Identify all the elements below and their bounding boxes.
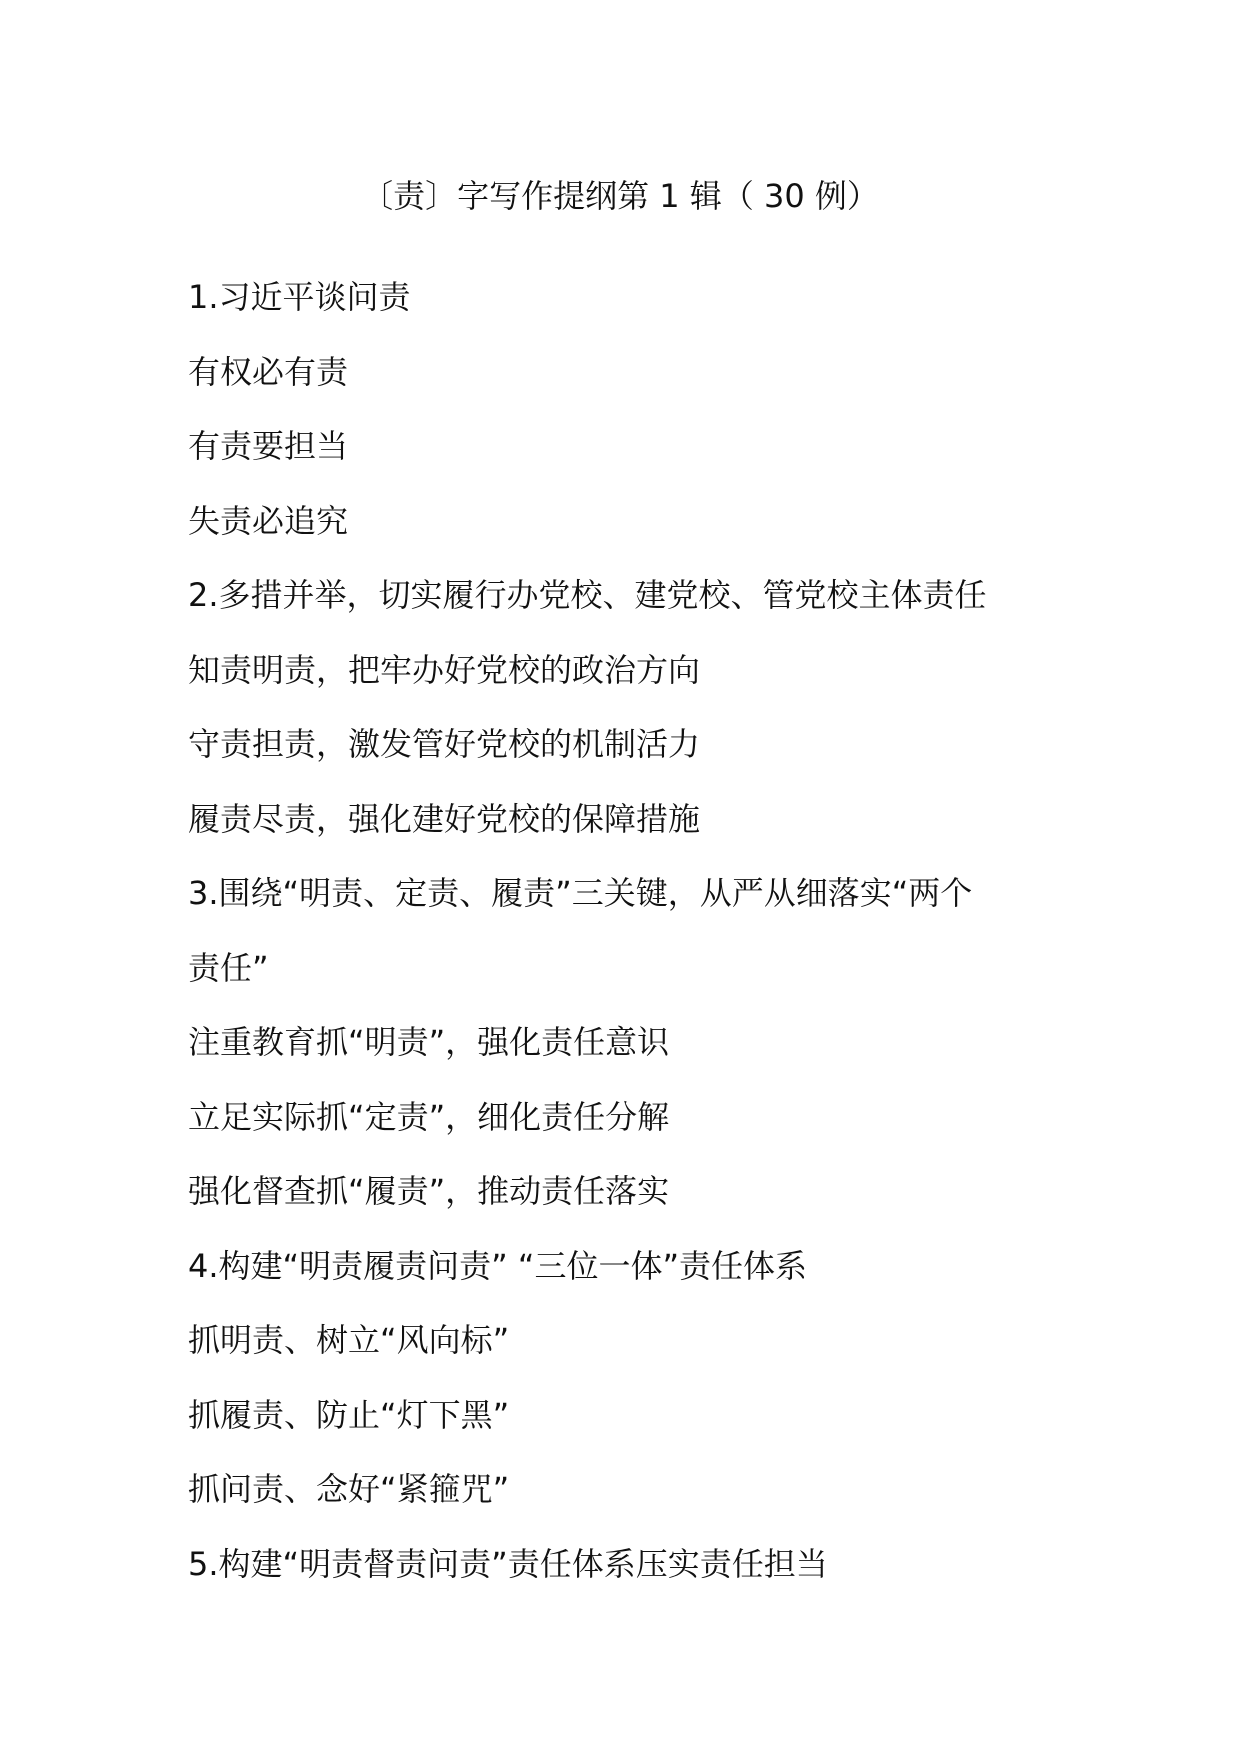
outline-heading-3: 3.围绕“明责、定责、履责”三关键，从严从细落实“两个 xyxy=(188,874,973,912)
outline-point: 有权必有责 xyxy=(188,352,349,391)
outline-point: 履责尽责，强化建好党校的保障措施 xyxy=(188,799,701,838)
outline-point: 抓问责、念好“紧箍咒” xyxy=(188,1470,510,1508)
document-body xyxy=(188,260,1088,1601)
outline-point: 强化督查抓“履责”，推动责任落实 xyxy=(188,1172,670,1210)
outline-point: 抓明责、树立“风向标” xyxy=(188,1321,510,1359)
outline-heading-2: 2.多措并举，切实履行办党校、建党校、管党校主体责任 xyxy=(188,576,987,614)
outline-point: 守责担责，激发管好党校的机制活力 xyxy=(188,725,701,763)
outline-point: 注重教育抓“明责”，强化责任意识 xyxy=(188,1023,670,1061)
outline-point: 有责要担当 xyxy=(188,427,349,465)
outline-point: 抓履责、防止“灯下黑” xyxy=(188,1395,510,1434)
outline-heading-5: 5.构建“明责督责问责”责任体系压实责任担当 xyxy=(188,1544,828,1583)
outline-heading-4: 4.构建“明责履责问责” “三位一体”责任体系 xyxy=(188,1246,808,1285)
document-title: 〔责〕字写作提纲第 1 辑（ 30 例） xyxy=(361,177,879,215)
outline-point: 知责明责，把牢办好党校的政治方向 xyxy=(188,650,701,689)
outline-heading-1: 1.习近平谈问责 xyxy=(188,278,411,316)
outline-point: 失责必追究 xyxy=(188,501,349,540)
outline-point: 立足实际抓“定责”，细化责任分解 xyxy=(188,1097,670,1136)
outline-heading-3-continued: 责任” xyxy=(188,948,269,987)
